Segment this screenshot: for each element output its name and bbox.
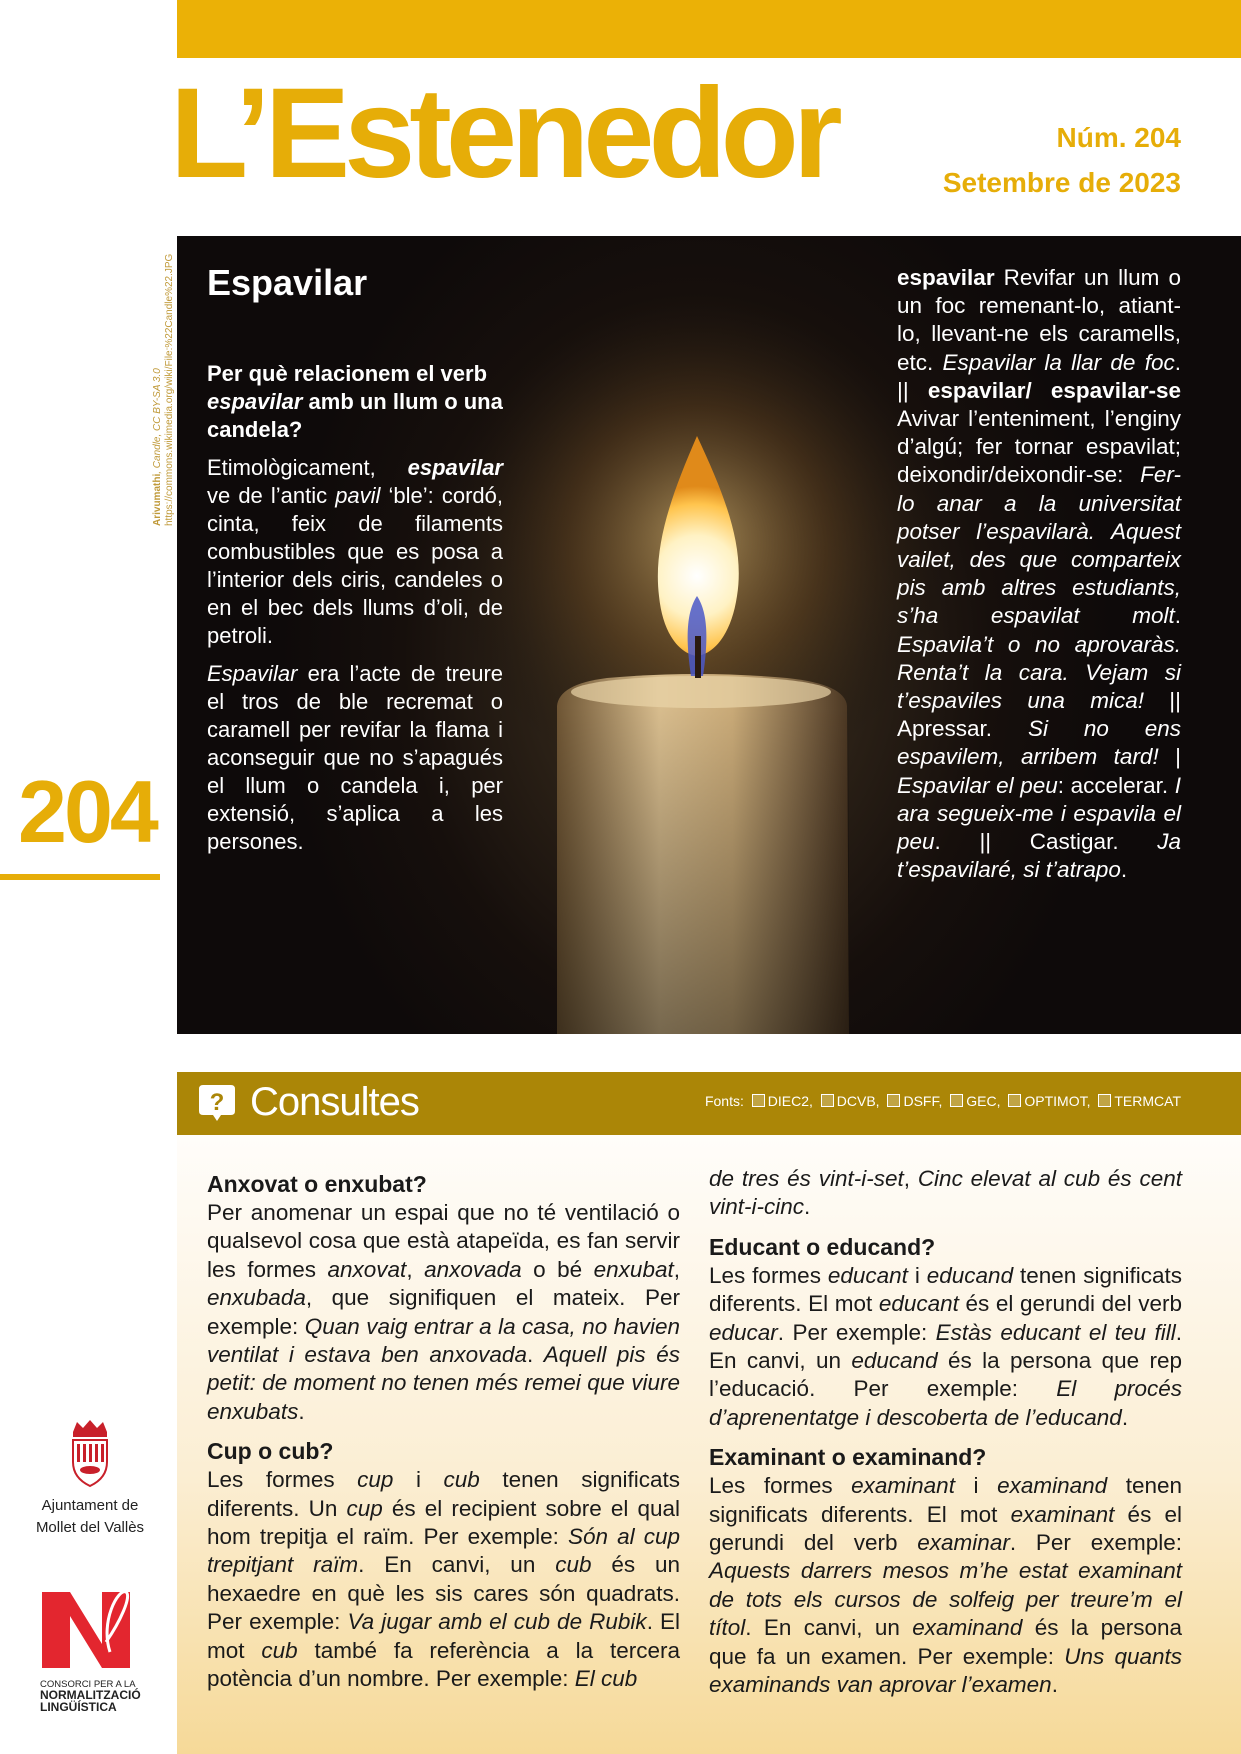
ajuntament-label-2: Mollet del Vallès	[35, 1519, 145, 1536]
source-item: TERMCAT	[1114, 1093, 1181, 1109]
dictionary-icon	[821, 1094, 834, 1107]
photo-credit	[148, 236, 176, 526]
source-item: GEC,	[966, 1093, 1001, 1109]
dictionary-icon	[1008, 1094, 1021, 1107]
entry-heading: Educant o educand?	[709, 1233, 936, 1260]
source-item: DIEC2,	[767, 1093, 813, 1109]
side-rule	[0, 874, 160, 880]
credit-work: , Candle, CC BY-SA 3.0	[152, 368, 163, 474]
cnl-mark-icon	[40, 1582, 132, 1670]
entry-text: Les formes examinant i examinand tenen significats diferents. El mot examinant és el gerundi del verb examinar. Per exemple: Aquests darrers mesos m’he estat examinant de tots els cursos de solfeig per treure’m el títol. En canvi, un examinand és la persona que fa un examen. Per exemple: Uns quants examinands van aprovar l’examen.	[709, 1473, 1183, 1698]
entry-text: Les formes educant i educand tenen significats diferents. El mot educant és el gerundi del verb educar. Per exemple: Estàs educant el teu fill. En canvi, un educand és la persona que rep l’educació. Per exemple: El procés d’aprenentatge i descoberta de l’educand.	[709, 1262, 1183, 1430]
feature-title: Espavilar	[207, 262, 368, 303]
masthead-title: L’Estenedor	[170, 62, 837, 205]
cnl-logo	[40, 1582, 140, 1714]
feature-paragraph: Etimològicament, espavilar ve de l’antic pavil ‘ble’: cordó, cinta, feix de filaments combustibles que es posa a l’interior dels ciris, candeles o en el bec dels llums d’oli, de petroli.	[207, 455, 503, 648]
top-color-bar	[177, 0, 1241, 58]
side-issue-number: 204	[18, 762, 156, 861]
source-item: DSFF,	[903, 1093, 943, 1109]
consultes-column-1	[207, 1169, 680, 1704]
entry-heading: Cup o cub?	[207, 1438, 334, 1465]
cnl-label-3: LINGÜÍSTICA	[40, 1700, 117, 1714]
sources-label: Fonts:	[704, 1093, 744, 1109]
entry-heading: Examinant o examinand?	[709, 1444, 987, 1471]
cnl-label-1: CONSORCI PER A LA	[40, 1679, 136, 1690]
issue-info	[943, 116, 1181, 206]
dictionary-icon	[1098, 1094, 1111, 1107]
sources-line	[705, 1093, 1181, 1109]
feature-intro	[207, 360, 503, 866]
dictionary-icon	[752, 1094, 765, 1107]
ajuntament-logo	[30, 1418, 150, 1537]
cnl-label-2: NORMALITZACIÓ	[40, 1688, 141, 1702]
source-item: OPTIMOT,	[1024, 1093, 1091, 1109]
credit-url: https://commons.wikimedia.org/wiki/File:%22Candle%22.JPG	[164, 253, 175, 526]
dictionary-definition: espavilar Revifar un llum o un foc remenant-lo, atiant-lo, llevant-ne els caramells, etc. Espavilar la llar de foc. || espavilar/ espavilar-se Avivar l’enteniment, l’enginy d’algú; fer tornar espavilat; deixondir/deixondir-se: Fer-lo anar a la universitat potser l’espavilarà. Aquest vailet, des que comparteix pis amb altres estudiants, s’ha espavilat molt. Espavila’t o no aprovaràs. Renta’t la cara. Vejam si t’espaviles una mica! || Apressar. Si no ens espavilem, arribem tard! | Espavilar el peu: accelerar. I ara segueix-me i espavila el peu. || Castigar. Ja t’espavilaré, si t’atrapo.	[897, 265, 1182, 883]
credit-author: Arivumathi	[152, 473, 163, 526]
feature-question: Per què relacionem el verb espavilar amb un llum o una candela?	[207, 361, 503, 442]
entry-continuation: de tres és vint-i-set, Cinc elevat al cub és cent vint-i-cinc.	[709, 1166, 1182, 1220]
issue-number: Núm. 204	[1056, 122, 1181, 153]
issue-date: Setembre de 2023	[942, 166, 1181, 198]
entry-text: Les formes cup i cub tenen significats diferents. Un cup és el recipient sobre el qual hom trepitja el raïm. Per exemple: Són al cup trepitjant raïm. En canvi, un cub és un hexaedre en què les sis cares són quadrats. Per exemple: Va jugar amb el cub de Rubik. El mot cub també fa referència a la tercera potència d’un nombre. Per exemple: El cub	[207, 1467, 681, 1692]
svg-text:?: ?	[209, 1089, 225, 1116]
entry-heading: Anxovat o enxubat?	[207, 1171, 427, 1197]
entry-text: Per anomenar un espai que no té ventilació o qualsevol cosa que està atapeïda, es fan servir les formes anxovat, anxovada o bé enxubat, enxubada, que signifiquen el mateix. Per exemple: Quan vaig entrar a la casa, no havien ventilat i estava ben anxovada. Aquell pis és petit: de moment no tenen més remei que viure enxubats.	[207, 1200, 680, 1424]
consultes-title: Consultes	[250, 1080, 419, 1124]
feature-paragraph: Espavilar era l’acte de treure el tros de ble recremat o caramell per revifar la flama i aconseguir que no s’apagués el llum o candela i, per extensió, s’aplica a les persones.	[207, 661, 503, 854]
dictionary-icon	[887, 1094, 900, 1107]
ajuntament-label-1: Ajuntament de	[41, 1497, 139, 1514]
source-item: DCVB,	[836, 1093, 880, 1109]
coat-of-arms-icon	[65, 1418, 115, 1488]
question-bubble-icon	[197, 1083, 237, 1123]
dictionary-icon	[950, 1094, 963, 1107]
consultes-column-2	[709, 1165, 1182, 1710]
